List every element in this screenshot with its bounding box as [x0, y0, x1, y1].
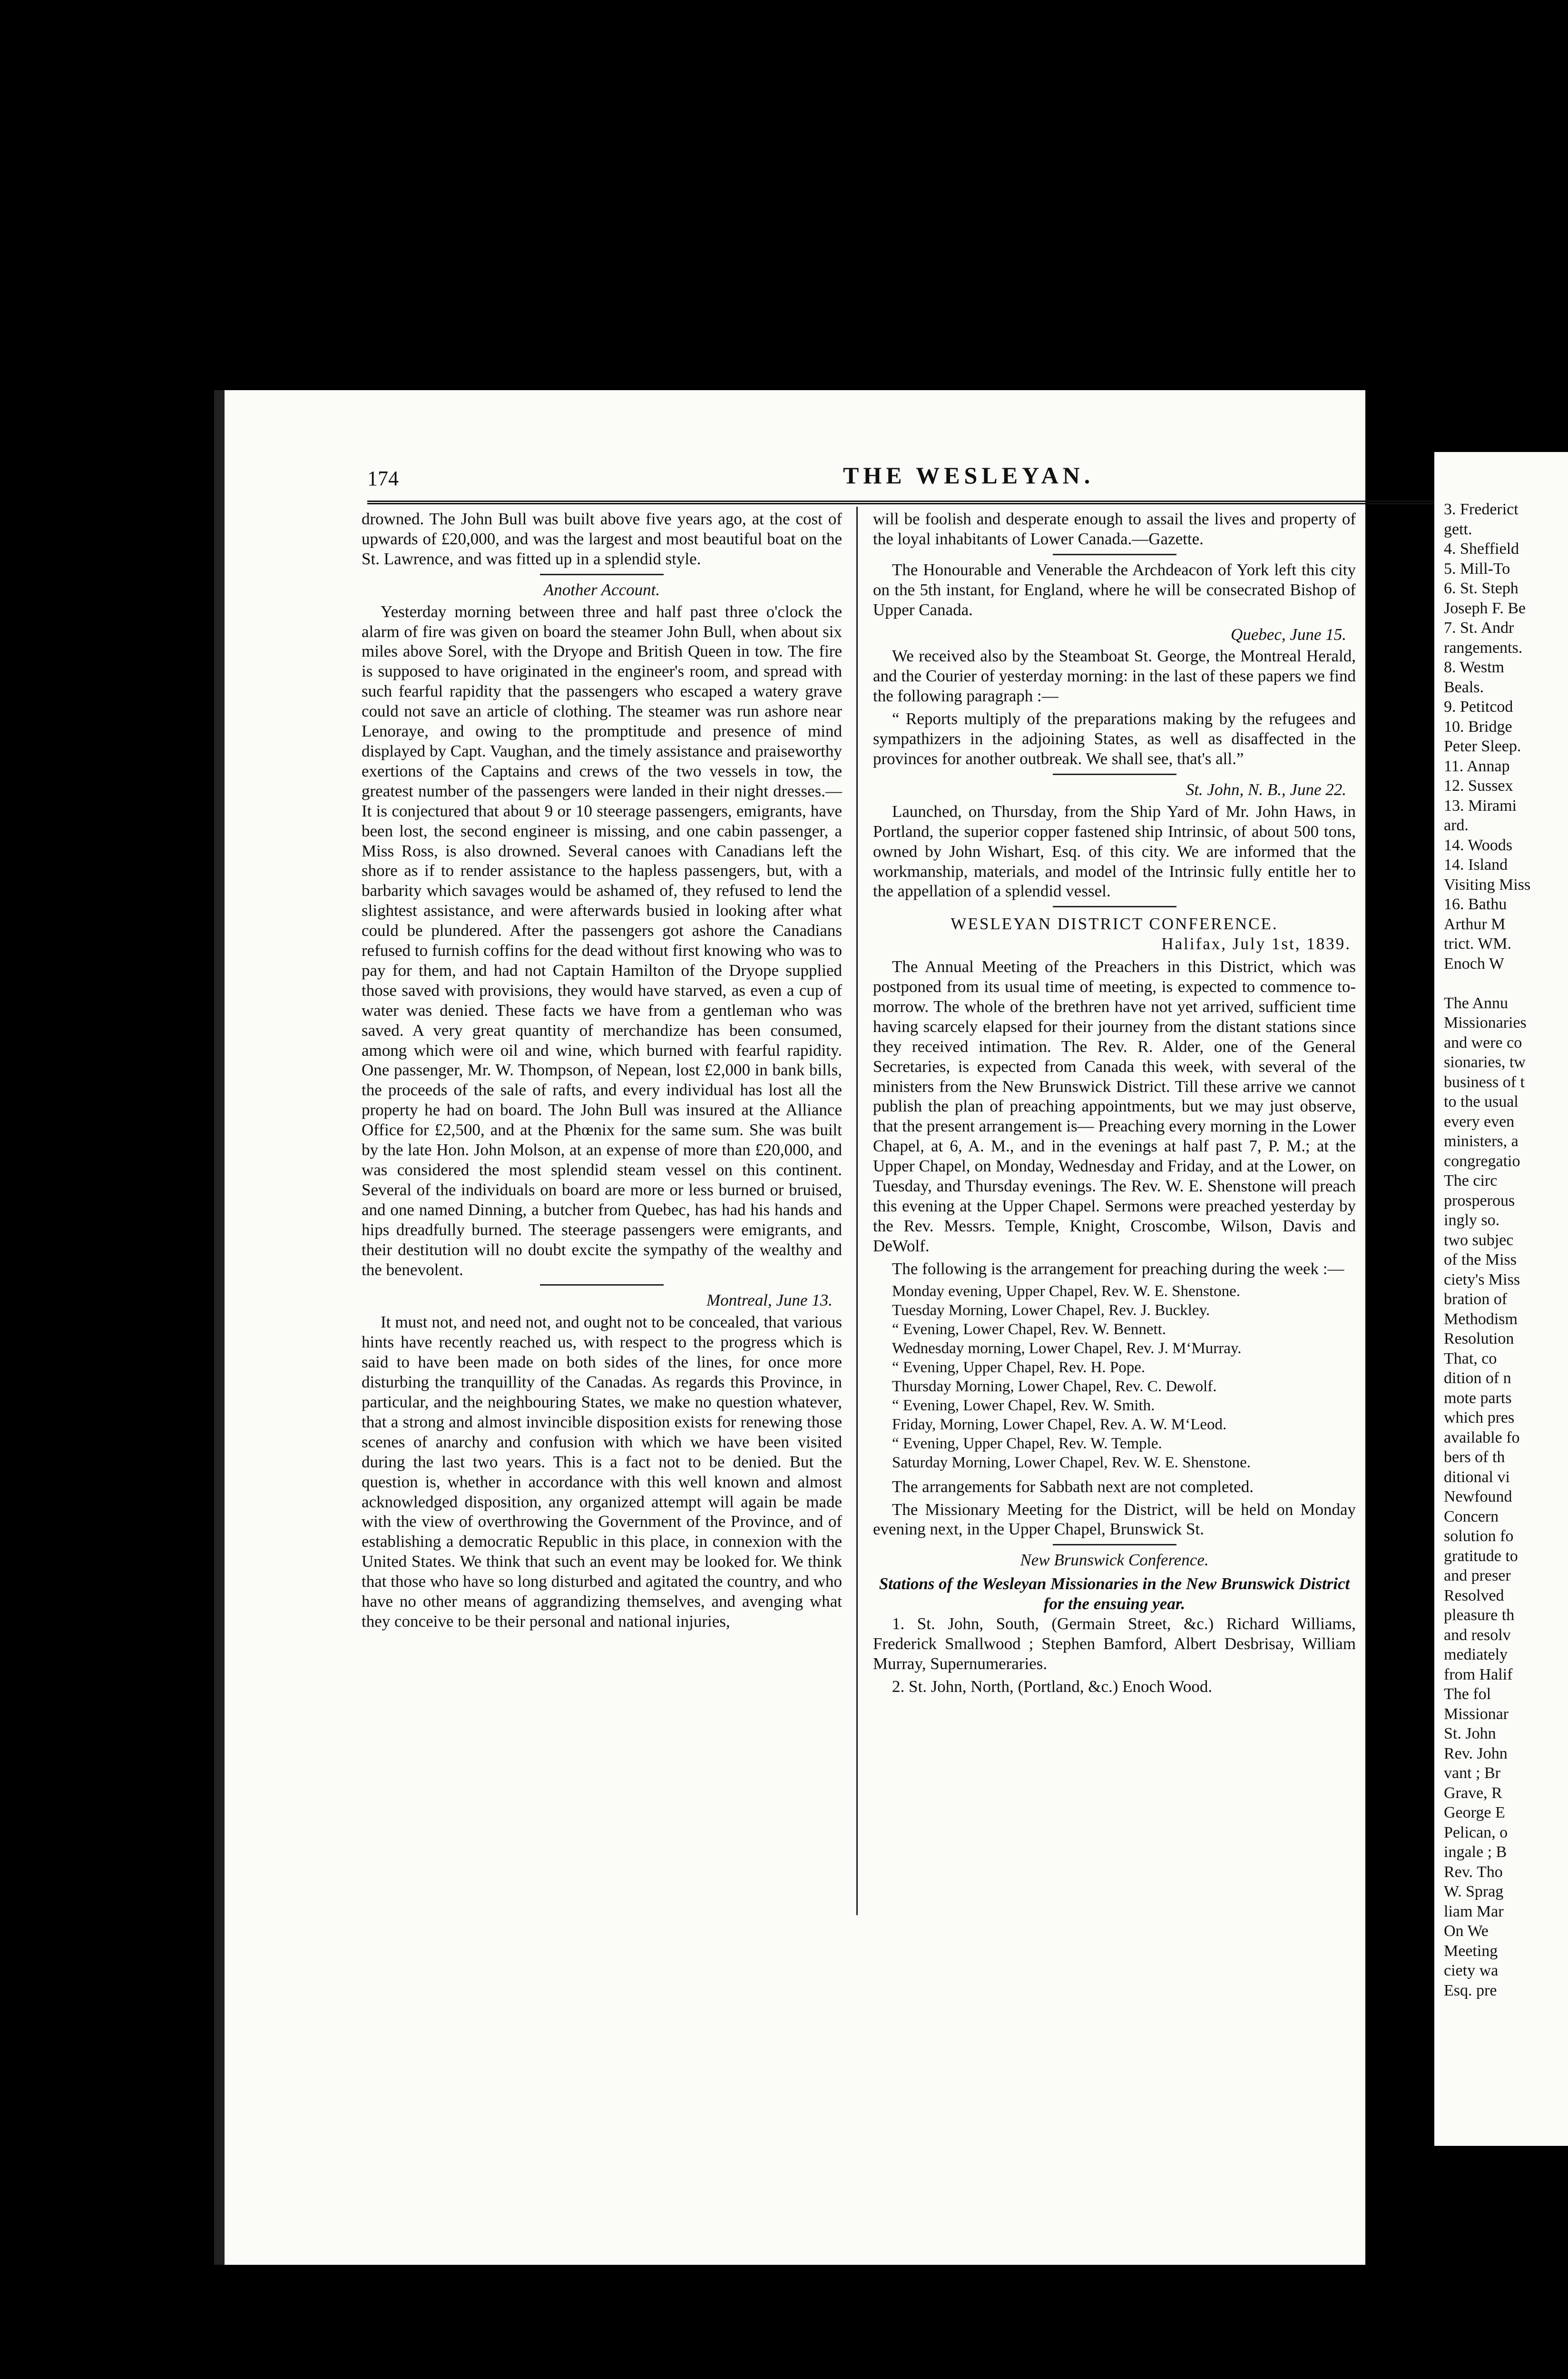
page-number: 174 [367, 467, 399, 490]
facing-page-line: On We [1444, 1922, 1489, 1940]
facing-page-line: The circ [1444, 1172, 1498, 1190]
facing-page-line: George E [1444, 1804, 1505, 1821]
facing-page-line: Resolved [1444, 1586, 1504, 1604]
dateline: Montreal, June 13. [706, 1291, 833, 1310]
header-rule [367, 501, 1568, 504]
article-paragraph: “ Reports multiply of the preparations making by the refugees and sympathizers in the adjoining States, as well as disaffected in the provinces for another outbreak. We shall see, that's all.” [873, 709, 1356, 768]
facing-page-line: 14. Island [1444, 856, 1508, 874]
facing-page-line: 7. St. Andr [1444, 619, 1514, 637]
facing-page-line: Rev. Tho [1444, 1863, 1503, 1881]
schedule-item: Monday evening, Upper Chapel, Rev. W. E. Shenstone. [892, 1282, 1240, 1300]
facing-page-line: from Halif [1444, 1665, 1513, 1683]
section-rule [1053, 906, 1176, 907]
facing-page-line: two subjec [1444, 1231, 1514, 1249]
facing-page-line: available fo [1444, 1428, 1520, 1446]
article-paragraph: The Honourable and Venerable the Archdeacon of York left this city on the 5th instant, for England, where he will be consecrated Bishop of Upper Canada. [873, 560, 1356, 619]
facing-page-line: vant ; Br [1444, 1764, 1500, 1782]
article-heading: Another Account. [543, 580, 660, 599]
facing-page-line: 11. Annap [1444, 757, 1510, 775]
facing-page-line: gratitude to [1444, 1547, 1518, 1565]
facing-page-line: of the Miss [1444, 1251, 1517, 1268]
facing-page-line: and preser [1444, 1567, 1511, 1584]
section-rule [540, 1284, 664, 1286]
facing-page-line: dition of n [1444, 1369, 1511, 1387]
facing-page-line: The Annu [1444, 994, 1509, 1012]
facing-page-line: rangements. [1444, 639, 1523, 657]
schedule-item: Friday, Morning, Lower Chapel, Rev. A. W. M‘Leod. [892, 1416, 1227, 1433]
left-column [362, 509, 842, 1634]
article-paragraph: will be foolish and desperate enough to assail the lives and property of the loyal inhabitants of Lower Canada.—Gazette. [873, 510, 1356, 548]
facing-page-line: Meeting [1444, 1942, 1498, 1960]
facing-page-line: Missionar [1444, 1705, 1509, 1723]
facing-page-line: Visiting Miss [1444, 875, 1531, 894]
station-entry: 2. St. John, North, (Portland, &c.) Enoch Wood. [892, 1677, 1213, 1696]
facing-page-line: liam Mar [1444, 1902, 1504, 1920]
station-entry: 1. St. John, South, (Germain Street, &c.) Richard Williams, Frederick Smallwood ; Stephen Bamford, Albert Desbrisay, William Murray, Supernumeraries. [873, 1614, 1356, 1673]
facing-page-line: ministers, a [1444, 1132, 1519, 1150]
schedule-item: Saturday Morning, Lower Chapel, Rev. W. E. Shenstone. [892, 1454, 1251, 1471]
facing-page-line: ard. [1444, 816, 1469, 834]
schedule-item: Thursday Morning, Lower Chapel, Rev. C. Dewolf. [892, 1377, 1217, 1395]
facing-page-line: Pelican, o [1444, 1823, 1508, 1841]
facing-page-line: 8. Westm [1444, 659, 1504, 676]
facing-page-line: trict. WM. [1444, 935, 1511, 953]
facing-page-line: Enoch W [1444, 954, 1504, 973]
section-rule [1053, 554, 1176, 555]
facing-page-line: Peter Sleep. [1444, 737, 1521, 755]
facing-page-line: Concern [1444, 1507, 1499, 1525]
article-paragraph: The arrangements for Sabbath next are not completed. [892, 1477, 1254, 1496]
facing-page-line: Methodism [1444, 1310, 1518, 1328]
facing-page-line: 14. Woods [1444, 836, 1512, 854]
facing-page-column [1444, 500, 1568, 2000]
facing-page-line: business of t [1444, 1073, 1525, 1091]
facing-page-line: Joseph F. Be [1444, 599, 1526, 617]
facing-page-fragment [1434, 452, 1568, 2146]
facing-page-line: Grave, R [1444, 1784, 1502, 1802]
schedule-item: Tuesday Morning, Lower Chapel, Rev. J. Buckley. [892, 1301, 1210, 1319]
schedule-item: “ Evening, Upper Chapel, Rev. H. Pope. [892, 1358, 1146, 1376]
facing-page-line: pleasure th [1444, 1606, 1515, 1624]
article-paragraph: The Annual Meeting of the Preachers in this District, which was postponed from its usual time of meeting, is expected to commence to-morrow. The whole of the brethren have not yet arrived, sufficient time having scarcely elapsed for their journey from the distant stations since they received intimation. The Rev. R. Alder, one of the General Secretaries, is expected from Canada this week, with several of the ministers from the New Brunswick District. Till these arrive we cannot publish the plan of preaching appointments, but we may just observe, that the present arrangement is— Preaching every morning in the Lower Chapel, at 6, A. M., and in the evenings at half past 7, P. M.; at the Upper Chapel, on Monday, Wednesday and Friday, and at the Lower, on Tuesday, and Thursday evenings. The Rev. W. E. Shenstone will preach this evening at the Upper Chapel. Sermons were preached yesterday by the Rev. Messrs. Temple, Knight, Croscombe, Wilson, Davis and DeWolf. [873, 957, 1356, 1255]
facing-page-line: ditional vi [1444, 1468, 1510, 1486]
facing-page-line: 12. Sussex [1444, 777, 1513, 795]
facing-page-line: prosperous [1444, 1191, 1515, 1209]
schedule-item: Wednesday morning, Lower Chapel, Rev. J. M‘Murray. [892, 1339, 1242, 1357]
facing-page-line: and were co [1444, 1033, 1522, 1052]
facing-page-line [1444, 973, 1568, 993]
facing-page-line: which pres [1444, 1409, 1515, 1426]
preaching-schedule [892, 1282, 1356, 1472]
facing-page-line: 16. Bathu [1444, 895, 1507, 913]
section-rule [540, 574, 664, 575]
dateline: Quebec, June 15. [1231, 625, 1346, 644]
section-heading: New Brunswick Conference. [1020, 1551, 1209, 1570]
column-divider [856, 507, 858, 1915]
facing-page-line: Missionaries [1444, 1014, 1527, 1032]
stations-heading: Stations of the Wesleyan Missionaries in the New Brunswick District for the ensuing year. [879, 1574, 1350, 1613]
facing-page-line: bers of th [1444, 1448, 1505, 1466]
facing-page-line: Newfound [1444, 1488, 1512, 1505]
facing-page-line: ingly so. [1444, 1211, 1500, 1229]
facing-page-line: bration of [1444, 1290, 1508, 1308]
middle-column [873, 509, 1356, 1700]
section-rule [1053, 1544, 1176, 1545]
facing-page-line: 4. Sheffield [1444, 540, 1519, 558]
facing-page-line: W. Sprag [1444, 1883, 1504, 1900]
facing-page-line: congregatio [1444, 1152, 1520, 1170]
facing-page-line: That, co [1444, 1349, 1497, 1367]
conference-title: WESLEYAN DISTRICT CONFERENCE. [951, 914, 1278, 934]
facing-page-line: 6. St. Steph [1444, 580, 1519, 597]
article-paragraph: drowned. The John Bull was built above five years ago, at the cost of upwards of £20,000, and was the largest and most beautiful boat on the St. Lawrence, and was fitted up in a splendid style. [362, 510, 842, 568]
facing-page-line: St. John [1444, 1725, 1496, 1742]
article-paragraph: It must not, and need not, and ought not to be concealed, that various hints have recently reached us, with respect to the progress which is said to have been made on both sides of the lines, for once more disturbing the tranquillity of the Canadas. As regards this Province, in particular, and the neighbouring States, we make no question whatever, that a strong and almost invincible disposition exists for renewing those scenes of anarchy and confusion with which we have been visited during the last two years. This is a fact not to be denied. But the question is, whether in accordance with this well known and almost acknowledged disposition, any organized attempt will again be made with the view of overthrowing the Government of the Province, and of establishing a democratic Republic in this place, in connexion with the United States. We think that such an event may be looked for. We think that those who have so long disturbed and agitated the country, and who have no other means of aggrandizing themselves, and avenging what they conceive to be their personal and national injuries, [362, 1313, 842, 1631]
schedule-item: “ Evening, Lower Chapel, Rev. W. Smith. [892, 1396, 1155, 1414]
schedule-item: “ Evening, Lower Chapel, Rev. W. Bennett. [892, 1320, 1166, 1338]
article-paragraph: The following is the arrangement for preaching during the week :— [892, 1259, 1344, 1278]
article-paragraph: Yesterday morning between three and half past three o'clock the alarm of fire was given on board the steamer John Bull, when about six miles above Sorel, with the Dryope and British Queen in tow. The fire is supposed to have originated in the engineer's room, and spread with such fearful rapidity that the passengers who escaped a watery grave could not save an article of clothing. The steamer was run ashore near Lenoraye, and owing to the promptitude and presence of mind displayed by Capt. Vaughan, and the timely assistance and praiseworthy exertions of the Captains and crews of the two vessels in tow, the greatest number of the passengers were landed in their night dresses.—It is conjectured that about 9 or 10 steerage passengers, emigrants, have been lost, the second engineer is missing, and one cabin passenger, a Miss Ross, is also drowned. Several canoes with Canadians left the shore as if to render assistance to the hapless passengers, but, with a barbarity which savages would be ashamed of, they refused to lend the slightest assistance, and were afterwards busied in looking after what could be plundered. After the passengers got ashore the Canadians refused to furnish coffins for the dead without first knowing who was to pay for them, and had not Captain Hamilton of the Dryope supplied those saved with provisions, they would have starved, as even a cup of water was denied. These facts we have from a gentleman who was saved. A very great quantity of merchandize has been consumed, among which were oil and wine, which burned with fearful rapidity. One passenger, Mr. W. Thompson, of Nepean, lost £2,000 in bank bills, the proceeds of the sale of rafts, and every individual has lost all the property he had on board. The John Bull was insured at the Alliance Office for £2,500, and at the Phœnix for the same sum. She was built by the late Hon. John Molson, at an expense of more than £20,000, and was considered the most splendid steam vessel on this continent. Several of the individuals on board are more or less burned or bruised, and one named Dinning, a butcher from Quebec, has had his hands and hips dreadfully burned. The steerage passengers were emigrants, and their destitution will no doubt excite the sympathy of the wealthy and the benevolent. [362, 602, 842, 1279]
schedule-item: “ Evening, Upper Chapel, Rev. W. Temple. [892, 1435, 1162, 1452]
facing-page-line: sionaries, tw [1444, 1053, 1526, 1071]
article-paragraph: Launched, on Thursday, from the Ship Yard of Mr. John Haws, in Portland, the superior copper fastened ship Intrinsic, of about 500 tons, owned by John Wishart, Esq. of this city. We are informed that the workmanship, materials, and model of the Intrinsic fully entitle her to the appellation of a splendid vessel. [873, 802, 1356, 901]
facing-page-line: 3. Frederict [1444, 501, 1519, 518]
article-paragraph: The Missionary Meeting for the District, will be held on Monday evening next, in the Upper Chapel, Brunswick St. [873, 1500, 1356, 1539]
facing-page-line: gett. [1444, 520, 1472, 538]
facing-page-line: The fol [1444, 1685, 1491, 1703]
facing-page-line: ciety wa [1444, 1962, 1499, 1979]
facing-page-line: Arthur M [1444, 915, 1506, 933]
facing-page-line: mote parts [1444, 1389, 1512, 1407]
facing-page-line: to the usual [1444, 1093, 1519, 1111]
running-title: THE WESLEYAN. [843, 462, 1095, 489]
facing-page-line: 13. Mirami [1444, 796, 1517, 815]
facing-page-line: Rev. John [1444, 1744, 1508, 1762]
facing-page-line: 5. Mill-To [1444, 560, 1510, 578]
facing-page-line: and resolv [1444, 1626, 1511, 1644]
facing-page-line: ingale ; B [1444, 1843, 1507, 1861]
facing-page-line: every even [1444, 1112, 1515, 1131]
facing-page-line: solution fo [1444, 1527, 1514, 1545]
article-paragraph: We received also by the Steamboat St. George, the Montreal Herald, and the Courier of yesterday morning: in the last of these papers we find the following paragraph :— [873, 647, 1356, 706]
conference-dateline: Halifax, July 1st, 1839. [1161, 934, 1351, 954]
facing-page-line: Resolution [1444, 1330, 1514, 1347]
section-rule [1053, 774, 1176, 775]
facing-page-line: Beals. [1444, 678, 1484, 696]
facing-page-line: Esq. pre [1444, 1981, 1497, 1999]
dateline: St. John, N. B., June 22. [1186, 780, 1346, 799]
facing-page-line: ciety's Miss [1444, 1270, 1520, 1288]
facing-page-line: 10. Bridge [1444, 718, 1512, 736]
running-head [367, 462, 1568, 500]
facing-page-line: mediately [1444, 1646, 1508, 1663]
facing-page-line: 9. Petitcod [1444, 698, 1513, 716]
